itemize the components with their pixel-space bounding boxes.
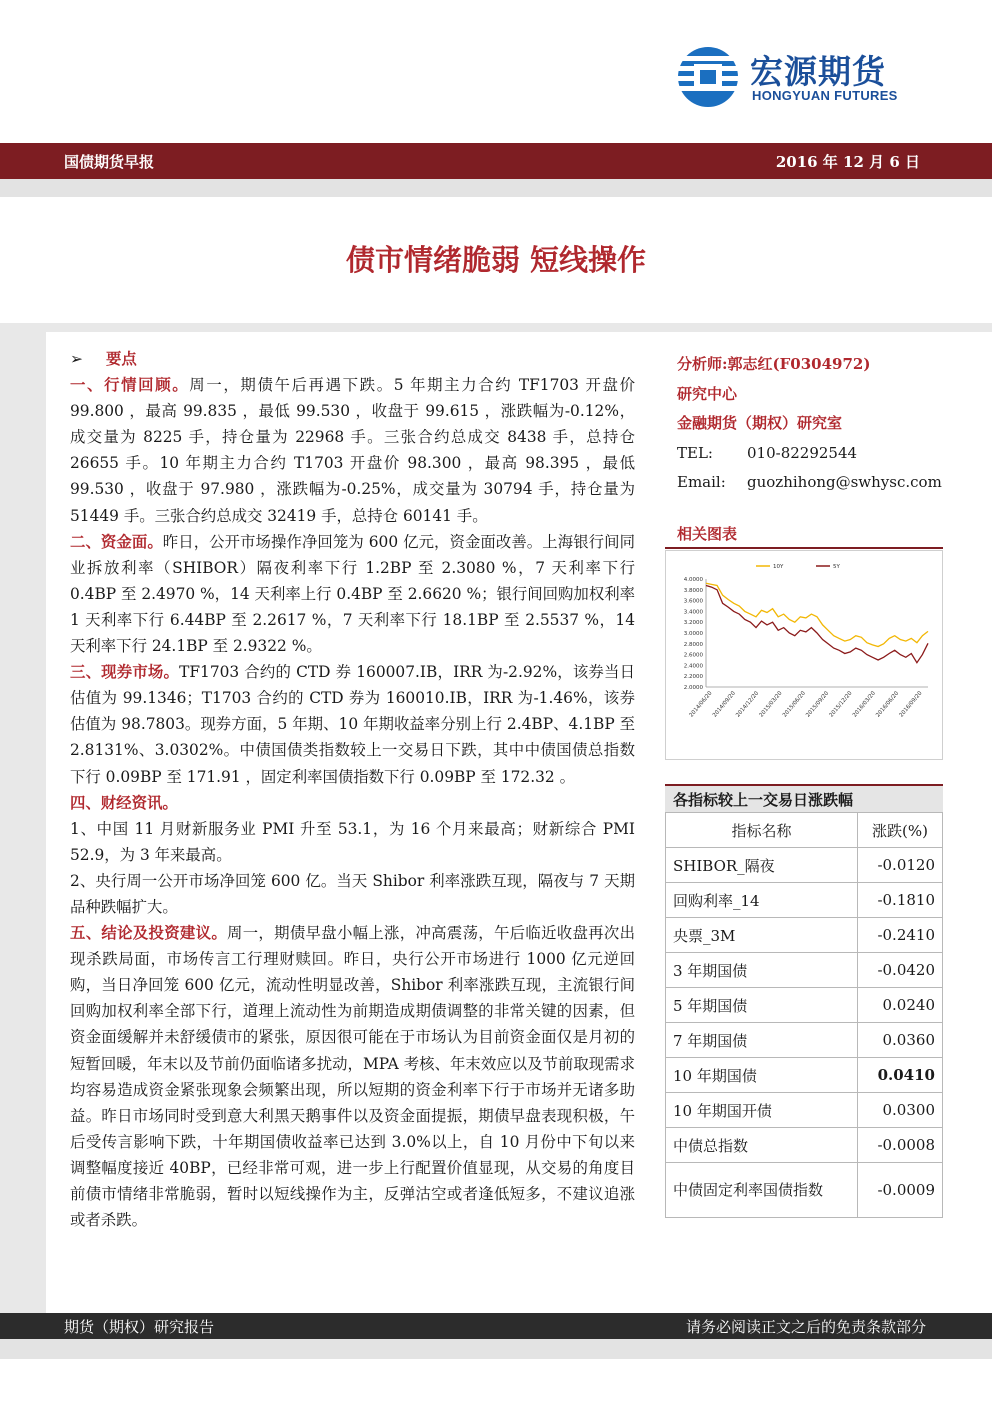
logo-name-cn: 宏源期货 bbox=[750, 52, 886, 91]
table-row bbox=[666, 953, 943, 988]
indicator-change: -0.1810 bbox=[858, 883, 943, 918]
summary-column bbox=[70, 346, 635, 1233]
table-header-row bbox=[666, 813, 943, 848]
legend-label: 5Y bbox=[833, 564, 840, 570]
indicator-change: -0.0420 bbox=[858, 953, 943, 988]
indicator-change: 0.0410 bbox=[858, 1058, 943, 1093]
email-label: Email: bbox=[677, 473, 726, 491]
section-news-heading bbox=[70, 790, 635, 816]
footer-underline bbox=[0, 1339, 992, 1359]
y-tick-label: 4.0000 bbox=[683, 577, 703, 583]
indicator-name: 央票_3M bbox=[666, 918, 858, 953]
report-date: 2016 年 12 月 6 日 bbox=[775, 153, 920, 171]
y-tick-label: 2.2000 bbox=[683, 674, 703, 681]
indicator-name: 10 年期国债 bbox=[666, 1058, 858, 1093]
section-body: 周一，期债午后再遇下跌。5 年期主力合约 TF1703 开盘价 99.800 ，最高 99.835 ，最低 99.530 ，收盘于 99.615 ，涨跌幅为-0.12%，成交量为 8225 手，持仓量为 22968 手。三张合约总成交 8438 手，总持仓 26655 手。10 年期主力合约 T1703 开盘价 98.300 ，最高 98.395 ，最低 99.530 ，收盘于 97.980 ，涨跌幅为-0.25%，成交量为 30794 手，持仓量为 51449 手。三张合约总成交 32419 手，总持仓 60141 手。 bbox=[70, 376, 635, 525]
table-row bbox=[666, 1023, 943, 1058]
report-type: 国债期货早报 bbox=[64, 153, 155, 171]
section-liquidity bbox=[70, 529, 635, 659]
legend-label: 10Y bbox=[773, 564, 784, 570]
indicator-change: -0.0008 bbox=[858, 1128, 943, 1163]
x-tick-label: 2016/03/20 bbox=[851, 690, 877, 719]
footer-bar bbox=[0, 1313, 992, 1339]
logo-mark-icon bbox=[672, 44, 744, 110]
y-tick-label: 3.8000 bbox=[683, 587, 703, 594]
summary-heading-text: 要点 bbox=[106, 350, 137, 368]
news-item: 2、央行周一公开市场净回笼 600 亿。当天 Shibor 利率涨跌互现，隔夜与 7 天期品种跌幅扩大。 bbox=[70, 871, 635, 916]
y-tick-label: 2.6000 bbox=[683, 652, 703, 659]
company-logo bbox=[672, 44, 922, 110]
table-title-bar bbox=[665, 784, 943, 812]
indicator-change: 0.0240 bbox=[858, 988, 943, 1023]
section-body: 昨日，公开市场操作净回笼为 600 亿元，资金面改善。上海银行间同业拆放利率（SHIBOR）隔夜利率下行 1.2BP 至 2.3080 %，7 天利率下行 0.4BP 至 2.4970 %，14 天利率上行 0.4BP 至 2.6620 %；银行间回购加权利率 1 天利率下行 6.44BP 至 2.2617 %，7 天利率下行 18.1BP 至 2.5537 %，14 天利率下行 24.1BP 至 2.9322 %。 bbox=[70, 532, 635, 656]
y-tick-label: 2.8000 bbox=[683, 641, 703, 648]
table-row bbox=[666, 1093, 943, 1128]
table-row bbox=[666, 988, 943, 1023]
table-row bbox=[666, 883, 943, 918]
indicator-change: 0.0360 bbox=[858, 1023, 943, 1058]
logo-name-en: HONGYUAN FUTURES bbox=[752, 88, 898, 103]
y-tick-label: 3.2000 bbox=[683, 620, 703, 627]
x-tick-label: 2015/12/20 bbox=[828, 690, 854, 719]
summary-heading bbox=[70, 346, 635, 372]
indicator-name: 5 年期国债 bbox=[666, 988, 858, 1023]
section-heading: 四、财经资讯。 bbox=[70, 793, 178, 812]
chart-section-title: 相关图表 bbox=[677, 525, 738, 543]
indicator-name: 10 年期国开债 bbox=[666, 1093, 858, 1128]
col-name-header: 指标名称 bbox=[666, 813, 858, 848]
y-tick-label: 2.0000 bbox=[683, 685, 703, 691]
research-center: 研究中心 bbox=[677, 384, 738, 403]
yield-chart bbox=[665, 550, 943, 760]
x-tick-label: 2015/06/20 bbox=[781, 690, 807, 719]
section-heading: 三、现券市场。 bbox=[70, 663, 180, 682]
arrow-bullet-icon: ➢ bbox=[70, 350, 83, 368]
tel-label: TEL: bbox=[677, 443, 713, 462]
x-tick-label: 2016/06/20 bbox=[875, 690, 901, 719]
indicator-change: -0.0120 bbox=[858, 848, 943, 883]
section-body: 周一，期债早盘小幅上涨，冲高震荡，午后临近收盘再次出现杀跌局面，市场传言工行理财赎回。昨日，央行公开市场进行 1000 亿元逆回购，当日净回笼 600 亿元，流动性明显改善，Shibor 利率涨跌互现，主流银行间回购加权利率全部下行，道理上流动性为前期造成期债调整的非常关键的因素，但资金面缓解并未舒缓债市的紧张，原因很可能在于市场认为目前资金面仅是月初的短暂回暖，年末以及节前仍面临诸多扰动，MPA 考核、年末效应以及节前取现需求均容易造成资金紧张现象会频繁出现，所以短期的资金利率下行于市场并无诸多助益。昨日市场同时受到意大利黑天鹅事件以及资金面提振，期债早盘表现积极，午后受传言影响下跌，十年期国债收益率已达到 3.0%以上，自 10 月份中下旬以来调整幅度接近 40BP，已经非常可观，进一步上行配置价值显现，从交易的角度目前债市情绪非常脆弱，暂时以短线操作为主，反弹沽空或者逢低短多，不建议追涨或者杀跌。 bbox=[70, 924, 635, 1230]
section-cash-bond bbox=[70, 659, 635, 789]
series-line-5Y bbox=[706, 586, 928, 663]
table-row bbox=[666, 1163, 943, 1218]
y-tick-label: 3.0000 bbox=[683, 631, 703, 637]
analyst-info bbox=[677, 350, 947, 498]
indicator-table bbox=[665, 812, 943, 1218]
table-row bbox=[666, 1058, 943, 1093]
research-dept: 金融期货（期权）研究室 bbox=[677, 414, 843, 432]
footer-report-label: 期货（期权）研究报告 bbox=[64, 1318, 215, 1336]
section-heading: 一、行情回顾。 bbox=[70, 376, 190, 395]
report-title: 债市情绪脆弱 短线操作 bbox=[345, 243, 647, 277]
header-underline bbox=[0, 179, 992, 197]
x-tick-label: 2014/09/20 bbox=[711, 690, 737, 719]
x-tick-label: 2015/03/20 bbox=[758, 690, 784, 719]
indicator-name: SHIBOR_隔夜 bbox=[666, 848, 858, 883]
header-bar bbox=[0, 143, 992, 179]
section-market-review bbox=[70, 372, 635, 529]
section-conclusion bbox=[70, 920, 635, 1233]
news-item: 1、中国 11 月财新服务业 PMI 升至 53.1，为 16 个月来最高；财新综合 PMI 52.9，为 3 年来最高。 bbox=[70, 819, 635, 864]
x-tick-label: 2016/09/20 bbox=[898, 690, 924, 719]
table-row bbox=[666, 1128, 943, 1163]
section-body: TF1703 合约的 CTD 券 160007.IB，IRR 为-2.92%，该券当日估值为 99.1346；T1703 合约的 CTD 券为 160010.IB，IRR 为-1.46%，该券估值为 98.7803。现券方面，5 年期、10 年期收益率分别上行 2.4BP、4.1BP 至 2.8131%、3.0302%。中债国债类指数较上一交易日下跌，其中中债国债总指数下行 0.09BP 至 171.91 ，固定利率国债指数下行 0.09BP 至 172.32 。 bbox=[70, 663, 635, 786]
indicator-name: 7 年期国债 bbox=[666, 1023, 858, 1058]
indicator-name: 回购利率_14 bbox=[666, 883, 858, 918]
y-tick-label: 2.4000 bbox=[683, 663, 703, 670]
email-value: guozhihong@swhysc.com bbox=[747, 473, 942, 491]
table-title: 各指标较上一交易日涨跌幅 bbox=[673, 791, 854, 809]
y-tick-label: 3.6000 bbox=[683, 598, 703, 605]
yield-chart-svg bbox=[666, 551, 942, 759]
x-tick-label: 2014/06/20 bbox=[688, 690, 714, 719]
tel-value: 010-82292544 bbox=[747, 443, 858, 462]
indicator-change: -0.2410 bbox=[858, 918, 943, 953]
col-change-header: 涨跌(%) bbox=[858, 813, 943, 848]
section-heading: 五、结论及投资建议。 bbox=[70, 924, 228, 943]
chart-section-header bbox=[665, 521, 943, 549]
indicator-name: 中债总指数 bbox=[666, 1128, 858, 1163]
analyst-name: 分析师:郭志红(F0304972) bbox=[677, 355, 871, 373]
tel-row bbox=[677, 439, 947, 469]
indicator-name: 3 年期国债 bbox=[666, 953, 858, 988]
footer-disclaimer-note: 请务必阅读正文之后的免责条款部分 bbox=[685, 1318, 926, 1336]
indicator-name: 中债固定利率国债指数 bbox=[666, 1163, 858, 1218]
table-row bbox=[666, 918, 943, 953]
table-row bbox=[666, 848, 943, 883]
indicator-change: 0.0300 bbox=[858, 1093, 943, 1128]
y-tick-label: 3.4000 bbox=[683, 609, 703, 616]
indicator-change: -0.0009 bbox=[858, 1163, 943, 1218]
x-tick-label: 2015/09/20 bbox=[805, 690, 831, 719]
email-row bbox=[677, 468, 947, 498]
x-tick-label: 2014/12/20 bbox=[735, 690, 761, 719]
section-heading: 二、资金面。 bbox=[70, 532, 163, 551]
